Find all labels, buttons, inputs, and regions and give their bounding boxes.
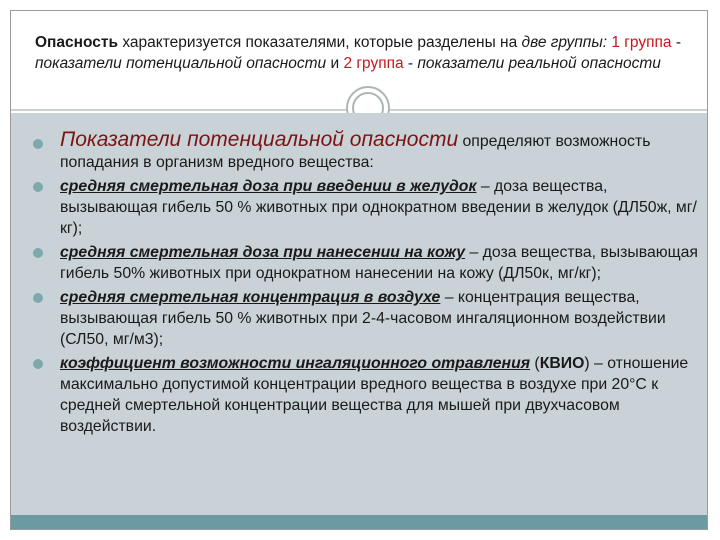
list-item-term: средняя смертельная концентрация в воздухе (60, 289, 441, 306)
header-word-danger: Опасность (35, 34, 119, 51)
header-mid: и (326, 55, 344, 72)
header-dash2: - (403, 55, 418, 72)
header-italic2: показатели потенциальной опасности (35, 55, 327, 72)
header-group1: 1 группа (607, 34, 672, 51)
bullet-dot-icon (33, 182, 43, 192)
header-italic3: показатели реальной опасности (417, 55, 661, 72)
header-dash1: - (671, 34, 681, 51)
kvio-abbr: КВИО (539, 355, 585, 372)
bullet-dot-icon (33, 248, 43, 258)
header-italic1: две группы: (521, 34, 608, 51)
list-item-term: средняя смертельная доза при введении в желудок (60, 178, 477, 195)
bullet-dot-icon (33, 359, 43, 369)
header-text (35, 32, 685, 74)
list-item (25, 287, 705, 350)
list-item-text: определяют возможность попадания в организм вредного вещества: (60, 133, 651, 171)
list-item-term: средняя смертельная доза при нанесении на кожу (60, 244, 466, 261)
list-item-text: – доза вещества, вызывающая гибель 50 % животных при однократном введении в желудок (ДЛ50ж, мг/кг); (60, 178, 697, 237)
potential-danger-heading: Показатели потенциальной опасности (60, 128, 459, 151)
list-item-paren: ( (530, 355, 540, 372)
list-item-term: коэффициент возможности ингаляционного отравления (60, 355, 531, 372)
footer-bar (11, 515, 707, 529)
header-part1: характеризуется показателями, которые разделены на (118, 34, 522, 51)
header-group2: 2 группа (343, 55, 404, 72)
slide (10, 10, 708, 530)
list-item (25, 353, 705, 437)
list-item (25, 176, 705, 239)
list-item-text: – концентрация вещества, вызывающая гибель 50 % животных при 2-4-часовом ингаляционном воздействии (СЛ50, мг/м3); (60, 289, 666, 348)
bullet-list (25, 129, 705, 440)
list-item (25, 129, 705, 173)
bullet-dot-icon (33, 293, 43, 303)
bullet-dot-icon (33, 139, 43, 149)
list-item (25, 242, 705, 284)
list-item-text: – доза вещества, вызывающая гибель 50% животных при однократном нанесении на кожу (ДЛ50к, мг/кг); (60, 244, 698, 282)
list-item-text: ) – отношение максимально допустимой концентрации вредного вещества в воздухе при 20°С к средней смертельной концентрации вещества для мышей при двухчасовом воздействии. (60, 355, 689, 435)
